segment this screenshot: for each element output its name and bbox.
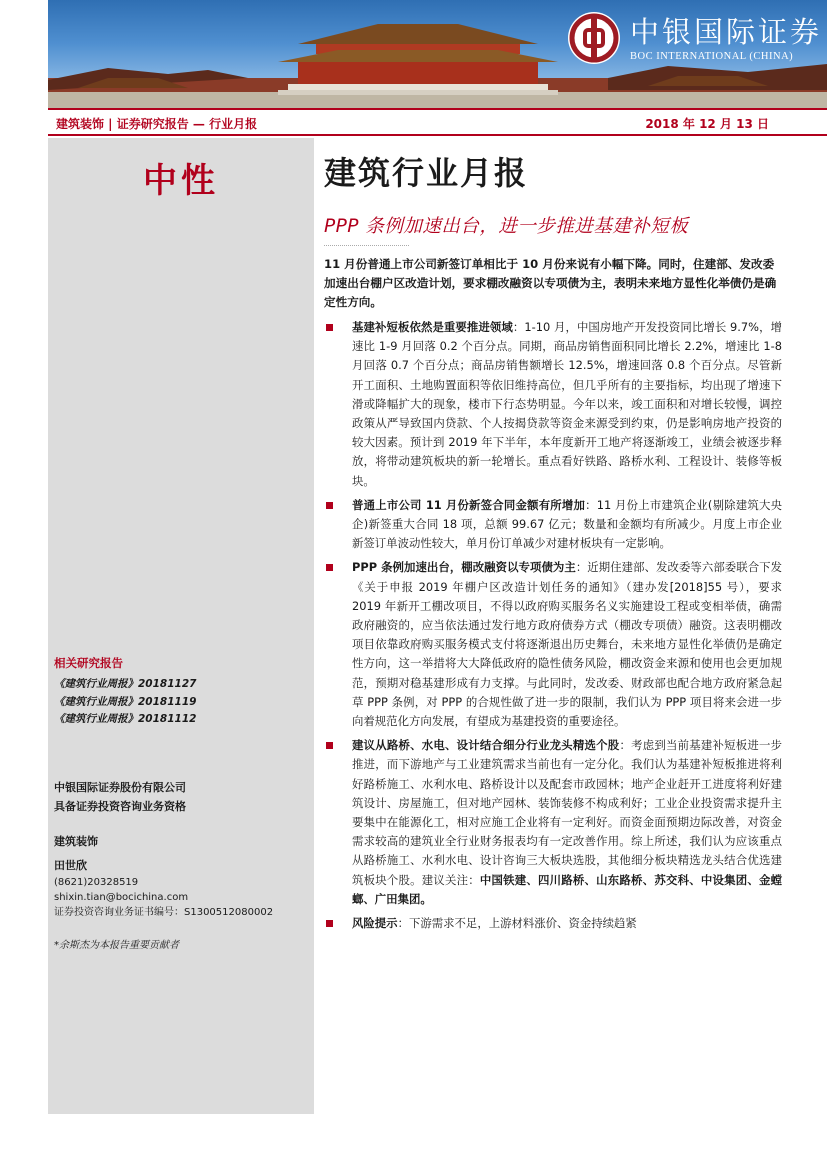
section-tag: 建筑装饰 | 证券研究报告 — 行业月报 xyxy=(56,117,258,131)
report-title: 建筑行业月报 xyxy=(324,154,529,192)
company-block xyxy=(54,778,186,816)
key-point-item xyxy=(326,318,782,491)
bullet-square-icon xyxy=(326,742,333,749)
contributor-note: *余斯杰为本报告重要贡献者 xyxy=(54,940,179,951)
boc-logo-icon xyxy=(568,12,620,64)
bullet-square-icon xyxy=(326,502,333,509)
key-points-list xyxy=(326,318,782,938)
related-reports-list xyxy=(54,676,196,729)
related-report-item[interactable]: 《建筑行业周报》20181112 xyxy=(54,713,197,725)
key-point-body: ：11 月份上市建筑企业(剔除建筑大央企)新签重大合同 18 项，总额 99.67 亿元；数量和金额均有所减少。月度上市企业新签订单波动性较大，单月份订单减少对建材板块有一定影响。 xyxy=(352,497,782,551)
key-point-item xyxy=(326,558,782,731)
key-point-lead: 普通上市公司 11 月份新签合同金额有所增加 xyxy=(352,497,586,512)
report-date: 2018 年 12 月 13 日 xyxy=(645,117,769,131)
report-info-bar xyxy=(48,108,827,136)
analyst-email[interactable]: shixin.tian@bocichina.com xyxy=(54,892,189,903)
bullet-square-icon xyxy=(326,920,333,927)
report-subtitle: PPP 条例加速出台，进一步推进基建补短板 xyxy=(324,216,689,237)
key-point-body: ：1-10 月，中国房地产开发投资同比增长 9.7%，增速比 1-9 月回落 0.2 个百分点。同期，商品房销售面积同比增长 2.2%，增速比 1-8 月回落 0.7 个百分点；商品房销售额增长 12.5%，增速回落 0.8 个百分点。尽管新开工面积、土地购置面积等依旧维持高位，但几乎所有的主要指标，均出现了增速下滑或降幅扩大的现象，楼市下行态势明显。今年以来，竣工面积和对增长较慢，调控政策从严导致国内贷款、个人按揭贷款等资金来源受到约束，仍是影响房地产投资的较大因素。预计到 2019 年下半年，本年度新开工地产将逐渐竣工，业绩会被逐步释放，将带动建筑板块的新一轮增长。重点看好铁路、路桥水利、工程设计、装修等板块。 xyxy=(352,320,782,488)
key-point-item xyxy=(326,736,782,909)
header-banner xyxy=(48,0,827,108)
key-point-body: ：近期住建部、发改委等六部委联合下发《关于申报 2019 年棚户区改造计划任务的通知》（建办发[2018]55 号），要求 2019 年新开工棚改项目，不得以政府购买服务名义实施建设工程或变相举债，确需政府融资的，应当依法通过发行地方政府债券方式（棚改专项债）融资。这表明棚改项目依靠政府购买服务模式支付将逐渐退出历史舞台，未来地方显性化举债仍是确定性方向，这一举措将大大降低政府的隐性债务风险，棚改资金来源和使用也会更加规范，预期对稳基建形成有力支撑。与此同时，发改委、财政部也配合地方政府紧急起草 PPP 条例，对 PPP 的合规性做了进一步的限制，我们认为 PPP 项目将来会进一步向着规范化方向发展，有望成为基建投资的重要途径。 xyxy=(352,560,782,729)
brand-logo xyxy=(568,12,822,64)
analyst-license: 证券投资咨询业务证书编号：S1300512080002 xyxy=(54,907,274,918)
sector-label: 建筑装饰 xyxy=(54,835,98,848)
rating-badge: 中性 xyxy=(143,160,219,201)
brand-name-cn: 中银国际证券 xyxy=(630,14,823,49)
related-report-item[interactable]: 《建筑行业周报》20181127 xyxy=(54,678,197,690)
sidebar xyxy=(48,138,314,1114)
key-point-item xyxy=(326,496,782,554)
analyst-name: 田世欣 xyxy=(54,859,87,872)
summary-paragraph: 11 月份普通上市公司新签订单相比于 10 月份来说有小幅下降。同时，住建部、发改委加速出台棚户区改造计划，要求棚改融资以专项债为主，表明未来地方显性化举债仍是确定性方向。 xyxy=(324,257,777,309)
recommended-stocks: 中国铁建、四川路桥、山东路桥、苏交科、中设集团、金螳螂、广田集团。 xyxy=(352,872,782,906)
company-qualification: 具备证券投资咨询业务资格 xyxy=(54,800,186,813)
key-point-lead: 风险提示 xyxy=(352,916,398,931)
key-point-body: ：考虑到当前基建补短板进一步推进，而下游地产与工业建筑需求当前也有一定分化。我们认为基建补短板推进将利好路桥施工、水利水电、路桥设计以及配套市政园林；地产企业赶开工进度将利好建筑设计、房屋施工，但对地产园林、装饰装修不构成利好；工业企业投资需求提升主要集中在能源化工，相对应施工企业将有一定利好。而资金面预期边际改善，对资金需求较高的建筑业全行业财务报表均有一定改善作用。综上所述，我们认为应该重点从路桥施工、水利水电、设计咨询三大板块选股，其他细分板块精选龙头结合优选建筑板块个股。建议关注： xyxy=(352,738,782,887)
key-point-lead: PPP 条例加速出台，棚改融资以专项债为主 xyxy=(352,560,576,575)
key-point-lead: 建议从路桥、水电、设计结合细分行业龙头精选个股 xyxy=(352,738,620,753)
divider xyxy=(324,245,409,246)
related-reports-title: 相关研究报告 xyxy=(54,656,123,670)
key-point-item xyxy=(326,914,782,933)
brand-name-en: BOC INTERNATIONAL (CHINA) xyxy=(630,50,794,62)
analyst-block xyxy=(54,856,273,920)
key-point-body: ：下游需求不足，上游材料涨价、资金持续趋紧 xyxy=(397,916,637,931)
bullet-square-icon xyxy=(326,324,333,331)
related-report-item[interactable]: 《建筑行业周报》20181119 xyxy=(54,695,197,708)
key-point-lead: 基建补短板依然是重要推进领域 xyxy=(352,320,513,334)
bullet-square-icon xyxy=(326,564,333,571)
analyst-phone: (8621)20328519 xyxy=(54,877,139,888)
company-name: 中银国际证券股份有限公司 xyxy=(54,781,186,794)
